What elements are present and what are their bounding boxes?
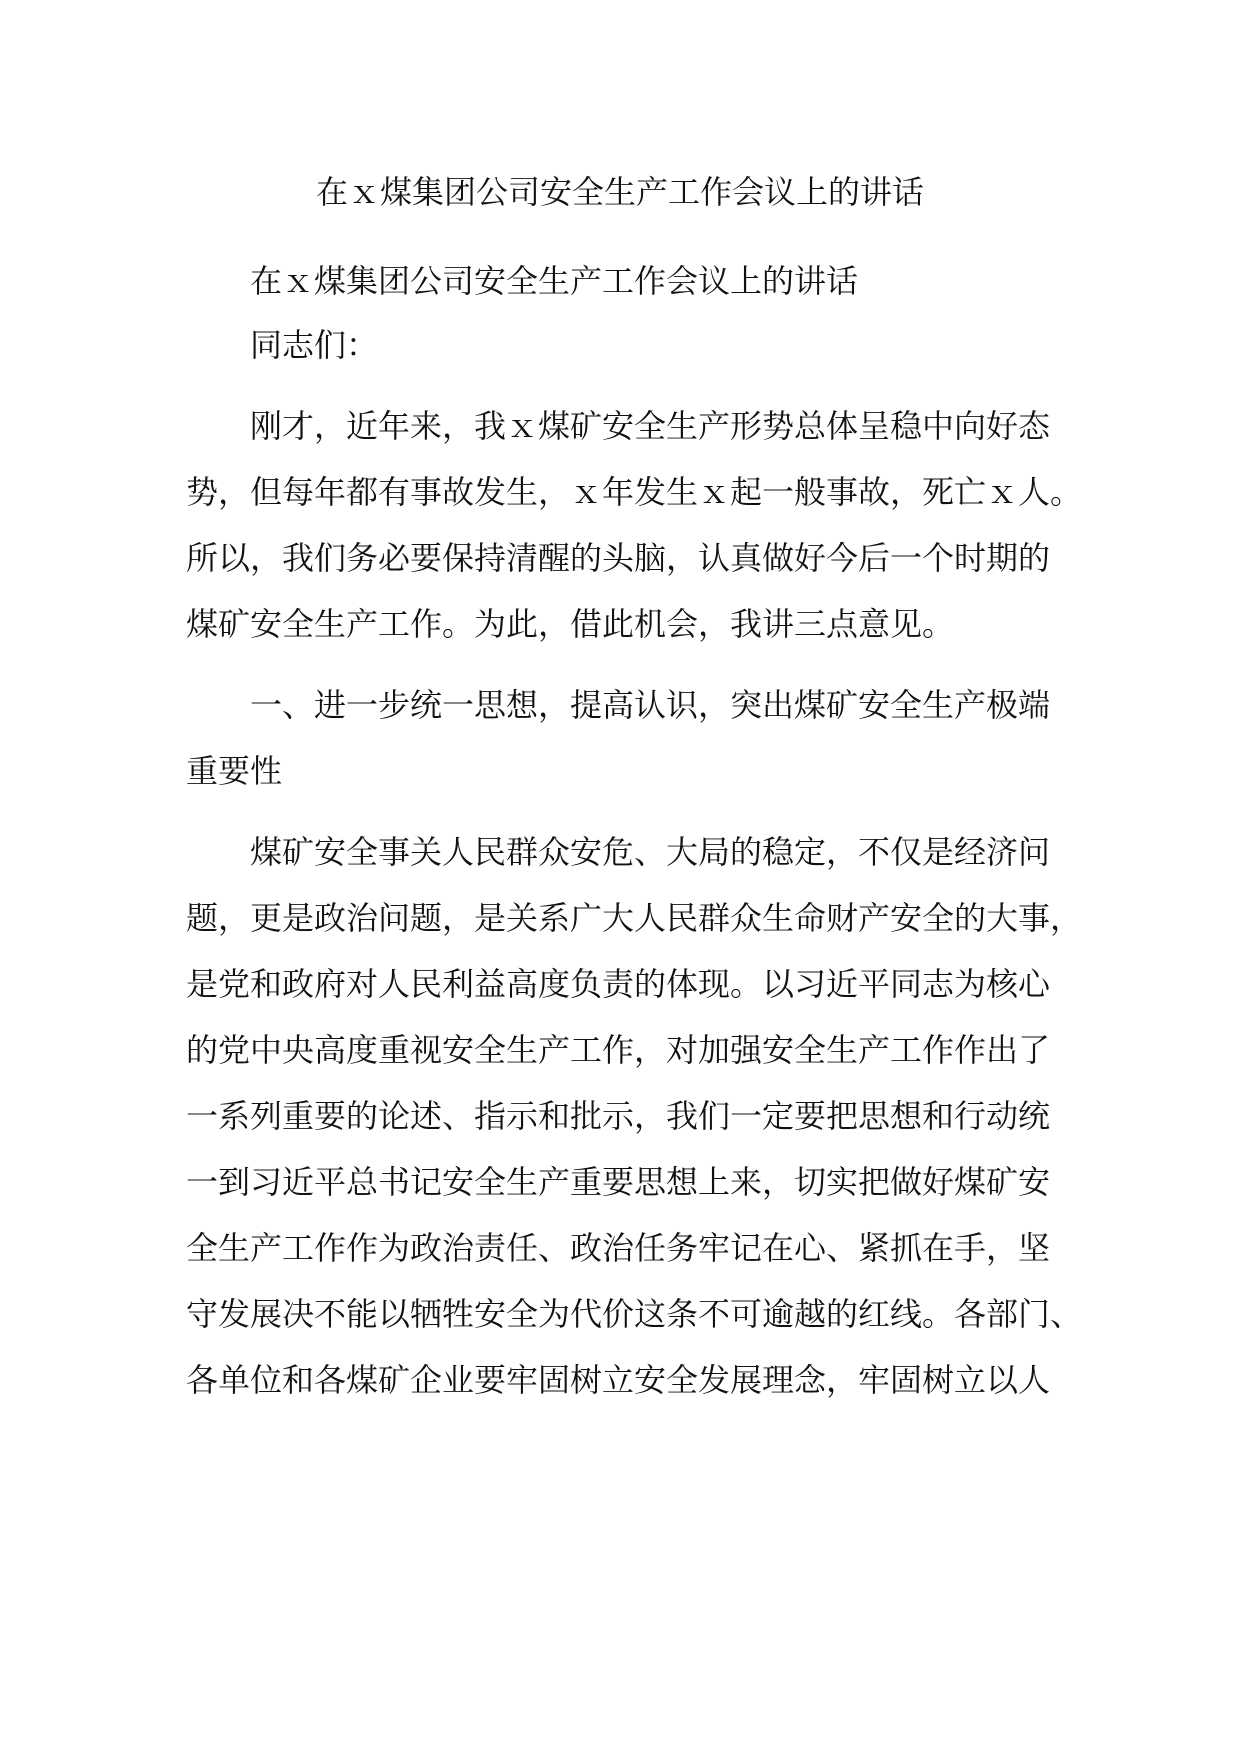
body-line: 一到习近平总书记安全生产重要思想上来，切实把做好煤矿安 <box>186 1163 1051 1201</box>
salutation-line: 同志们： <box>250 326 379 364</box>
body-line: 全生产工作作为政治责任、政治任务牢记在心、紧抓在手，坚 <box>186 1229 1051 1267</box>
body-line: 题，更是政治问题，是关系广大人民群众生命财产安全的大事， <box>186 899 1083 937</box>
body-line: 一系列重要的论述、指示和批示，我们一定要把思想和行动统 <box>186 1097 1051 1135</box>
body-line: 各单位和各煤矿企业要牢固树立安全发展理念，牢固树立以人 <box>186 1361 1051 1399</box>
body-line: 刚才，近年来，我ｘ煤矿安全生产形势总体呈稳中向好态 <box>250 407 1051 445</box>
body-line: 势，但每年都有事故发生，ｘ年发生ｘ起一般事故，死亡ｘ人。 <box>186 473 1083 511</box>
body-line: 所以，我们务必要保持清醒的头脑，认真做好今后一个时期的 <box>186 539 1051 577</box>
body-line: 守发展决不能以牺牲安全为代价这条不可逾越的红线。各部门、 <box>186 1295 1083 1333</box>
subtitle-line: 在ｘ煤集团公司安全生产工作会议上的讲话 <box>250 262 859 300</box>
section-heading-line: 一、进一步统一思想，提高认识，突出煤矿安全生产极端 <box>250 686 1051 724</box>
body-line: 煤矿安全生产工作。为此，借此机会，我讲三点意见。 <box>186 605 955 643</box>
body-line: 煤矿安全事关人民群众安危、大局的稳定，不仅是经济问 <box>250 833 1051 871</box>
section-heading-line: 重要性 <box>186 752 283 790</box>
document-title: 在ｘ煤集团公司安全生产工作会议上的讲话 <box>315 173 924 211</box>
body-line: 是党和政府对人民利益高度负责的体现。以习近平同志为核心 <box>186 965 1051 1003</box>
body-line: 的党中央高度重视安全生产工作，对加强安全生产工作作出了 <box>186 1031 1051 1069</box>
